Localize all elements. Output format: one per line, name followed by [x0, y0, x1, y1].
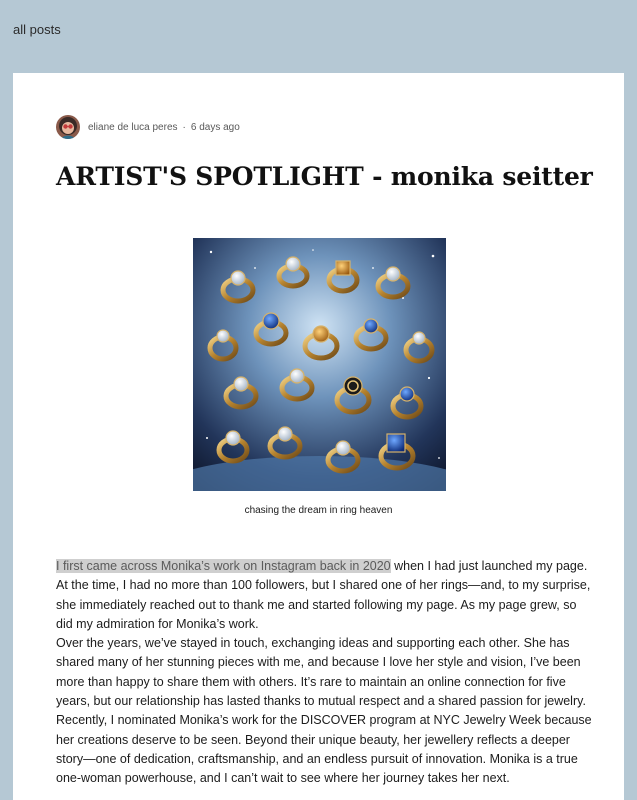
paragraph-2: Over the years, we’ve stayed in touch, exchanging ideas and supporting each other. She has shared many of her stunning pieces with me, and because I love her style and vision, I’ve been more than happy to share them with others. It’s rare to maintain an online connection for five years, but our relationship has lasted thanks to mutual respect and a shared passion for jewelry. Recently, I nominated Monika’s work for the DISCOVER program at NYC Jewelry Week because her creations deserve to be seen. Beyond their unique beauty, her jewellery reflects a deeper story—one of dedication, craftsmanship, and an endless pursuit of innovation. Monika is a true one-woman powerhouse, and I can’t wait to see where her journey takes her next.	[56, 636, 592, 786]
image-caption: chasing the dream in ring heaven	[244, 505, 393, 516]
paragraph-1-text: when I had just launched my page. At the time, I had no more than 100 followers, but I shared one of her rings—and, to my surprise, she immediately reached out to thank me and started following my page. As my page grew, so did my admiration for Monika’s work.	[56, 559, 591, 631]
post-card	[13, 73, 624, 800]
author-name[interactable]: eliane de luca peres	[88, 121, 178, 133]
post-time: 6 days ago	[190, 121, 240, 133]
top-bar	[0, 0, 637, 72]
post-image[interactable]	[193, 238, 446, 491]
post-title: ARTIST'S SPOTLIGHT - monika seitter	[56, 162, 593, 191]
highlighted-text: I first came across Monika’s work on Instagram back in 2020	[56, 559, 391, 573]
author-avatar[interactable]	[56, 115, 80, 139]
paragraph-1	[56, 557, 596, 634]
meta-separator: ·	[182, 121, 186, 133]
post-body	[56, 557, 596, 789]
post-meta	[56, 115, 240, 139]
all-posts-link[interactable]: all posts	[13, 22, 61, 37]
